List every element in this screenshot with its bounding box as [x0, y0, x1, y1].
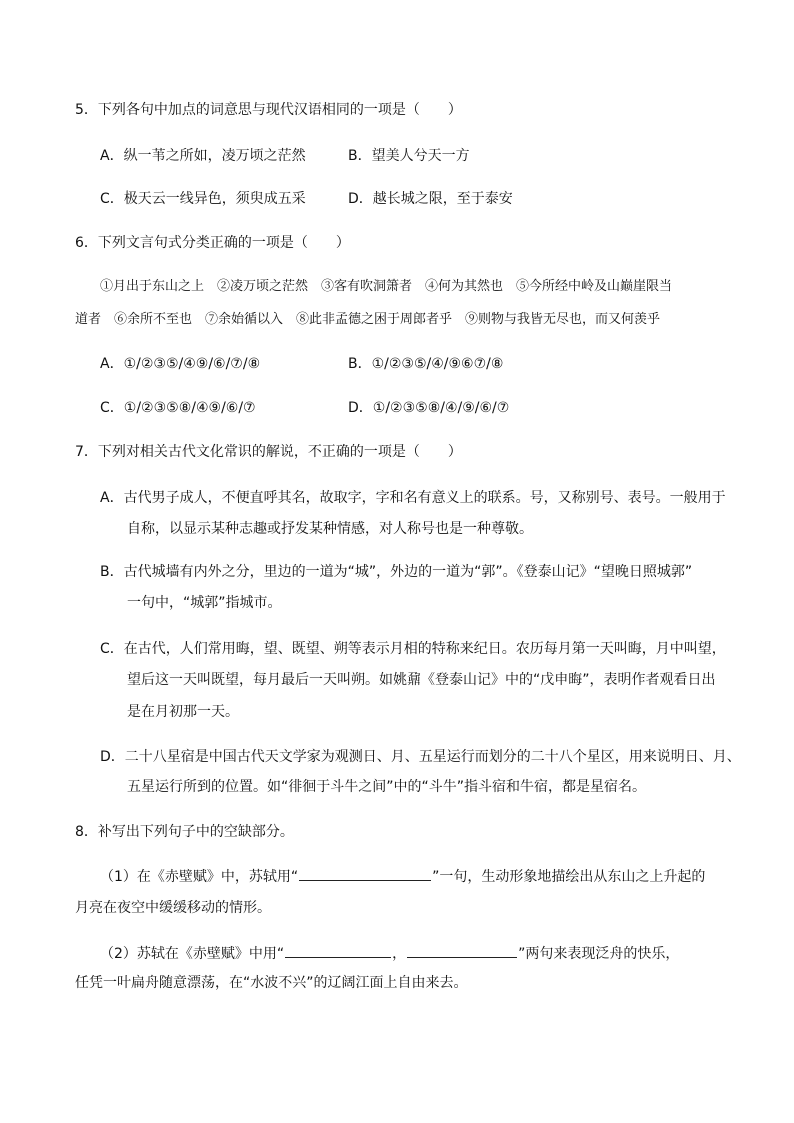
q8-part2-line2: 任凭一叶扁舟随意漂荡，在“水波不兴”的辽阔江面上自由来去。 [75, 975, 468, 991]
q7-option-a-line2: 自称，以显示某种志趣或抒发某种情感，对人称号也是一种尊敬。 [127, 521, 533, 537]
q7-option-b-line2: 一句中，“城郭”指城市。 [127, 595, 282, 611]
q8-part2-blank-1[interactable] [285, 943, 391, 958]
q5-option-c: C．极天云一线异色，须臾成五采 [100, 191, 306, 207]
q8-part2-line1 [100, 943, 679, 964]
q7-option-c-line1: C．在古代，人们常用晦，望、既望、朔等表示月相的特称来纪日。农历每月第一天叫晦，月中叫望， [100, 641, 726, 657]
q8-stem: 8．补写出下列句子中的空缺部分。 [75, 824, 294, 840]
q7-option-a-line1: A．古代男子成人，不便直呼其名，故取字，字和名有意义上的联系。号，又称别号、表号。一般用于 [100, 490, 726, 506]
q6-option-d: D．①/②③⑤⑧/④/⑨/⑥/⑦ [348, 400, 510, 416]
q6-stem: 6．下列文言句式分类正确的一项是（ ） [75, 235, 350, 251]
q7-stem: 7．下列对相关古代文化常识的解说，不正确的一项是（ ） [75, 444, 462, 460]
q7-option-b-line1: B．古代城墙有内外之分，里边的一道为“城”，外边的一道为“郭”。《登泰山记》“望晚日照城郭” [100, 564, 693, 580]
q6-sentences-line2: 道者 ⑥余所不至也 ⑦余始循以入 ⑧此非孟德之困于周郎者乎 ⑨则物与我皆无尽也，而又何羡乎 [75, 312, 661, 327]
q6-option-b: B．①/②③⑤/④/⑨⑥⑦/⑧ [348, 356, 504, 372]
q8-part2-suffix: ”两句来表现泛舟的快乐， [518, 946, 680, 962]
q8-part2-blank-2[interactable] [407, 943, 517, 958]
q8-part1-line1 [100, 866, 705, 887]
q5-option-b: B．望美人兮天一方 [348, 148, 470, 164]
q8-part2-prefix: （2）苏轼在《赤壁赋》中用“ [100, 946, 285, 962]
q7-option-d-line1: D．二十八星宿是中国古代天文学家为观测日、月、五星运行而划分的二十八个星区，用来说明日、月、 [100, 749, 741, 765]
q7-option-c-line3: 是在月初那一天。 [127, 704, 239, 720]
q8-part1-prefix: （1）在《赤壁赋》中，苏轼用“ [100, 869, 299, 885]
q7-option-d-line2: 五星运行所到的位置。如“徘徊于斗牛之间”中的“斗牛”指斗宿和牛宿，都是星宿名。 [127, 779, 647, 795]
q6-option-c: C．①/②③⑤⑧/④⑨/⑥/⑦ [100, 400, 256, 416]
q8-part1-line2: 月亮在夜空中缓缓移动的情形。 [75, 900, 271, 916]
q5-stem: 5．下列各句中加点的词意思与现代汉语相同的一项是（ ） [75, 102, 462, 118]
q8-part1-blank[interactable] [299, 866, 431, 881]
q8-part2-comma: ， [392, 946, 407, 962]
q6-option-a: A．①/②③⑤/④⑨/⑥/⑦/⑧ [100, 356, 261, 372]
q7-option-c-line2: 望后这一天叫既望，每月最后一天叫朔。如姚鼐《登泰山记》中的“戊申晦”，表明作者观看日出 [127, 672, 716, 688]
q6-sentences-line1: ①月出于东山之上 ②凌万顷之茫然 ③客有吹洞箫者 ④何为其然也 ⑤今所经中岭及山巅崖限当 [100, 279, 673, 294]
q5-option-a: A．纵一苇之所如，凌万顷之茫然 [100, 148, 306, 164]
q5-option-d: D．越长城之限，至于泰安 [348, 191, 513, 207]
q8-part1-suffix: ”一句，生动形象地描绘出从东山之上升起的 [432, 869, 706, 885]
